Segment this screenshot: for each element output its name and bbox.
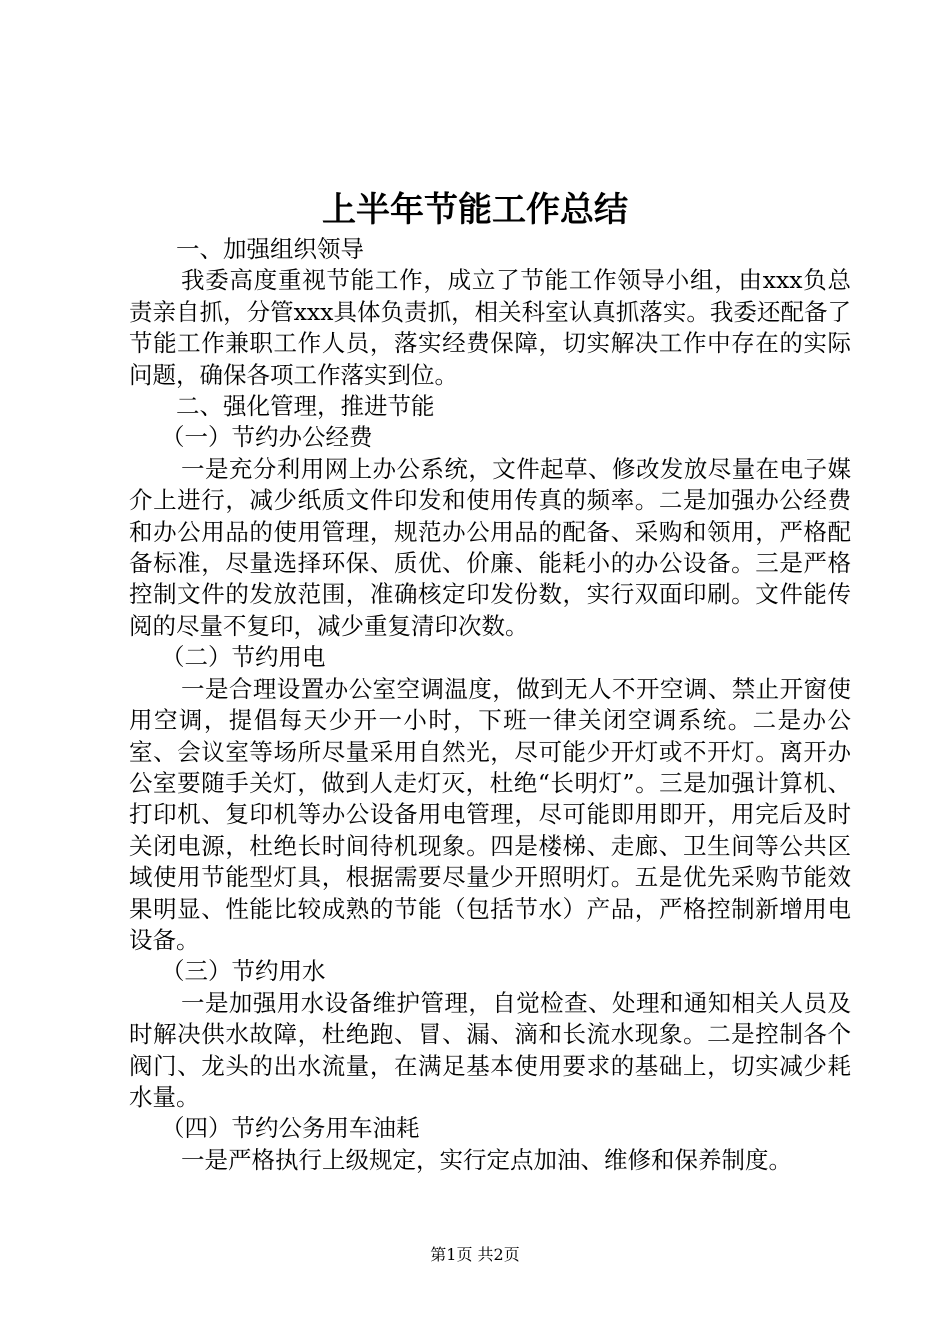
- paragraph: 一是严格执行上级规定，实行定点加油、维修和保养制度。: [181, 1145, 792, 1174]
- subsection-heading: （一）节约办公经费: [161, 423, 373, 452]
- section-heading: 二、强化管理，推进节能: [176, 392, 435, 421]
- subsection-heading: （四）节约公务用车油耗: [161, 1114, 420, 1143]
- subsection-heading: （二）节约用电: [161, 643, 326, 672]
- paragraph: 我委高度重视节能工作，成立了节能工作领导小组，由xxx负总责亲自抓，分管xxx具体负责抓，相关科室认真抓落实。我委还配备了节能工作兼职工作人员，落实经费保障，切实解决工作中存在的实际问题，确保各项工作落实到位。: [129, 266, 851, 389]
- subsection-heading: （三）节约用水: [161, 957, 326, 986]
- page-footer: 第1页 共2页: [430, 1245, 520, 1264]
- paragraph: 一是合理设置办公室空调温度，做到无人不开空调、禁止开窗使用空调，提倡每天少开一小时，下班一律关闭空调系统。二是办公室、会议室等场所尽量采用自然光，尽可能少开灯或不开灯。离开办公室要随手关灯，做到人走灯灭，杜绝“长明灯”。三是加强计算机、打印机、复印机等办公设备用电管理，尽可能即用即开，用完后及时关闭电源，杜绝长时间待机现象。四是楼梯、走廊、卫生间等公共区域使用节能型灯具，根据需要尽量少开照明灯。五是优先采购节能效果明显、性能比较成熟的节能（包括节水）产品，严格控制新增用电设备。: [129, 674, 851, 954]
- section-heading: 一、加强组织领导: [176, 235, 364, 263]
- document-body: [129, 234, 851, 1176]
- paragraph: 一是充分利用网上办公系统，文件起草、修改发放尽量在电子媒介上进行，减少纸质文件印发和使用传真的频率。二是加强办公经费和办公用品的使用管理，规范办公用品的配备、采购和领用，严格配备标准，尽量选择环保、质优、价廉、能耗小的办公设备。三是严格控制文件的发放范围，准确核定印发份数，实行双面印刷。文件能传阅的尽量不复印，减少重复清印次数。: [129, 454, 851, 640]
- document-title: 上半年节能工作总结: [322, 190, 628, 230]
- paragraph: 一是加强用水设备维护管理，自觉检查、处理和通知相关人员及时解决供水故障，杜绝跑、冒、漏、滴和长流水现象。二是控制各个阀门、龙头的出水流量，在满足基本使用要求的基础上，切实减少耗水量。: [129, 988, 851, 1111]
